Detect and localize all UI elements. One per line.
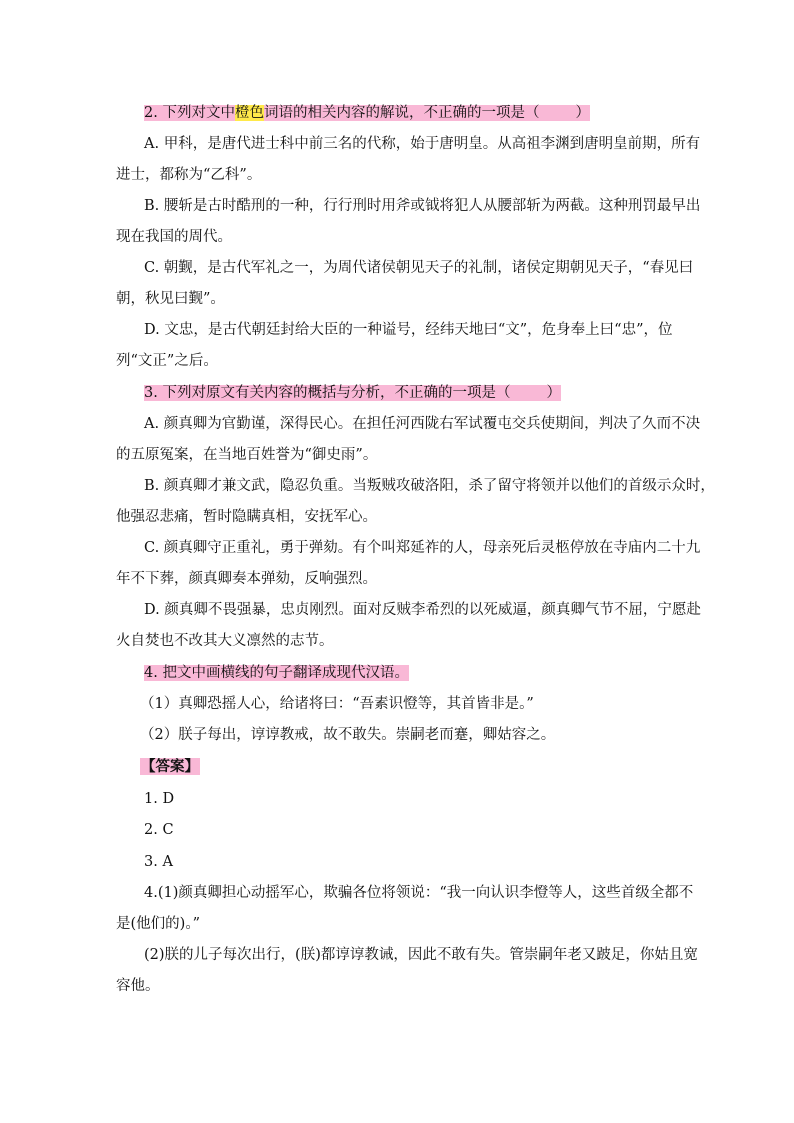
q3-stem xyxy=(144,384,561,402)
q2-stem xyxy=(144,104,590,122)
answer-2: 2. C xyxy=(144,822,174,838)
q3-option-a-line1: A. 颜真卿为官勤谨，深得民心。在担任河西陇右军试覆屯交兵使期间，判决了久而不决 xyxy=(144,416,701,432)
q3-option-c-line2: 年不下葬，颜真卿奏本弹劾，反响强烈。 xyxy=(116,571,377,587)
answer-4-line4: 容他。 xyxy=(116,978,160,994)
q4-stem xyxy=(144,664,409,682)
q2-option-d-line1: D. 文忠，是古代朝廷封给大臣的一种谥号，经纬天地曰“文”，危身奉上曰“忠”，位 xyxy=(144,322,673,338)
q2-stem-mark: 橙色 xyxy=(234,105,264,121)
q3-stem-highlight: 3. 下列对原文有关内容的概括与分析，不正确的一项是（ ） xyxy=(144,385,561,401)
q3-option-b-line2: 他强忍悲痛，暂时隐瞒真相，安抚军心。 xyxy=(116,509,377,525)
answer-4-line1: 4.(1)颜真卿担心动摇军心，欺骗各位将领说：“我一向认识李憕等人，这些首级全都不 xyxy=(144,885,694,901)
q2-option-b-line1: B. 腰斩是古时酷刑的一种，行行刑时用斧或钺将犯人从腰部斩为两截。这种刑罚最早出 xyxy=(144,198,701,214)
q2-option-a-line2: 进士，都称为“乙科”。 xyxy=(116,167,262,183)
answer-heading xyxy=(140,758,200,776)
q2-option-c-line2: 朝，秋见曰觐”。 xyxy=(116,291,225,307)
q2-option-a-line1: A. 甲科，是唐代进士科中前三名的代称，始于唐明皇。从高祖李渊到唐明皇前期，所有 xyxy=(144,136,701,152)
q4-stem-highlight: 4. 把文中画横线的句子翻译成现代汉语。 xyxy=(144,665,409,681)
q2-option-c-line1: C. 朝觐，是古代军礼之一，为周代诸侯朝见天子的礼制，诸侯定期朝见天子，“春见曰 xyxy=(144,260,694,276)
q2-option-d-line2: 列“文正”之后。 xyxy=(116,353,218,369)
q4-sentence-1: （1）真卿恐摇人心，给诸将曰：“吾素识憕等，其首皆非是。” xyxy=(140,696,534,712)
q3-option-a-line2: 的五原冤案，在当地百姓誉为“御史雨”。 xyxy=(116,447,378,463)
answer-tag: 【答案】 xyxy=(141,758,199,775)
q3-option-b-line1: B. 颜真卿才兼文武，隐忍负重。当叛贼攻破洛阳，杀了留守将领并以他们的首级示众时， xyxy=(144,478,715,494)
answer-3: 3. A xyxy=(144,854,173,870)
q2-stem-highlight: 2. 下列对文中橙色词语的相关内容的解说，不正确的一项是（ ） xyxy=(144,105,590,121)
answer-4-line2: 是(他们的)。” xyxy=(116,916,200,932)
q4-sentence-2: （2）朕子每出，谆谆教戒，故不敢失。崇嗣老而蹇，卿姑容之。 xyxy=(140,727,556,743)
q3-option-d-line2: 火自焚也不改其大义凛然的志节。 xyxy=(116,633,334,649)
answer-4-line3: (2)朕的儿子每次出行，(朕)都谆谆教诫，因此不敢有失。管崇嗣年老又跛足，你姑且宽 xyxy=(144,947,698,963)
q2-option-b-line2: 现在我国的周代。 xyxy=(116,229,232,245)
q3-option-c-line1: C. 颜真卿守正重礼，勇于弹劾。有个叫郑延祚的人，母亲死后灵柩停放在寺庙内二十九 xyxy=(144,540,701,556)
answer-1: 1. D xyxy=(144,791,175,807)
q3-option-d-line1: D. 颜真卿不畏强暴，忠贞刚烈。面对反贼李希烈的以死威逼，颜真卿气节不屈，宁愿赴 xyxy=(144,602,701,618)
